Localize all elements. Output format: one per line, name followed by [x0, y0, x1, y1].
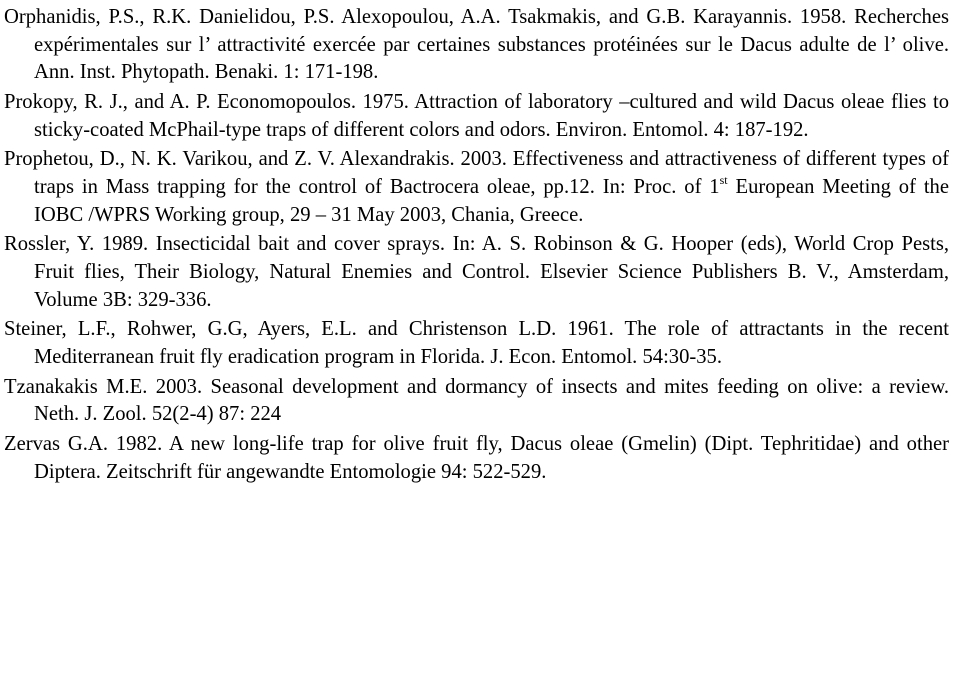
reference-text: Orphanidis, P.S., R.K. Danielidou, P.S. Alexopoulou, A.A. Tsakmakis, and G.B. Karayannis. 1958. Recherches expérimentales sur l’ attractivité exercée par certaines substances protéinées sur le Dacus adulte de l’ olive. Ann. Inst. Phytopath. Benaki. 1: 171-198.: [4, 6, 949, 84]
reference-prokopy-1975: [4, 89, 949, 144]
reference-text: Prokopy, R. J., and A. P. Economopoulos. 1975. Attraction of laboratory –cultured and wild Dacus oleae flies to sticky-coated McPhail-type traps of different colors and odors. Environ. Entomol. 4: 187-192.: [4, 90, 949, 141]
reference-steiner-1961: [4, 316, 949, 371]
reference-zervas-1982: [4, 431, 949, 486]
reference-text: Zervas G.A. 1982. A new long-life trap for olive fruit fly, Dacus oleae (Gmelin) (Dipt. Tephritidae) and other Diptera. Zeitschrift für angewandte Entomologie 94: 522-529.: [4, 433, 949, 483]
reference-text: Steiner, L.F., Rohwer, G.G, Ayers, E.L. and Christenson L.D. 1961. The role of attractants in the recent Mediterranean fruit fly eradication program in Florida. J. Econ. Entomol. 54:30-35.: [4, 318, 949, 368]
reference-text: Prophetou, D., N. K. Varikou, and Z. V. Alexandrakis. 2003. Effectiveness and attractiveness of different types of traps in Mass trapping for the control of Bactrocera oleae, pp.12. In: Proc. of 1: [4, 148, 949, 198]
ordinal-superscript: st: [719, 172, 728, 187]
reference-text: Rossler, Y. 1989. Insecticidal bait and cover sprays. In: A. S. Robinson & G. Hooper (eds), World Crop Pests, Fruit flies, Their Biology, Natural Enemies and Control. Elsevier Science Publishers B. V., Amsterdam, Volume 3B: 329-336.: [4, 233, 949, 311]
reference-orphanidis-1958: [4, 4, 949, 87]
reference-text: Tzanakakis M.E. 2003. Seasonal development and dormancy of insects and mites feeding on olive: a review. Neth. J. Zool. 52(2-4) 87: 224: [4, 375, 949, 426]
reference-tzanakakis-2003: [4, 374, 949, 429]
reference-text-continued: European Meeting of the IOBC /WPRS Working group, 29 – 31 May 2003, Chania, Greece.: [34, 175, 949, 226]
reference-prophetou-2003: [4, 146, 949, 229]
reference-rossler-1989: [4, 231, 949, 314]
